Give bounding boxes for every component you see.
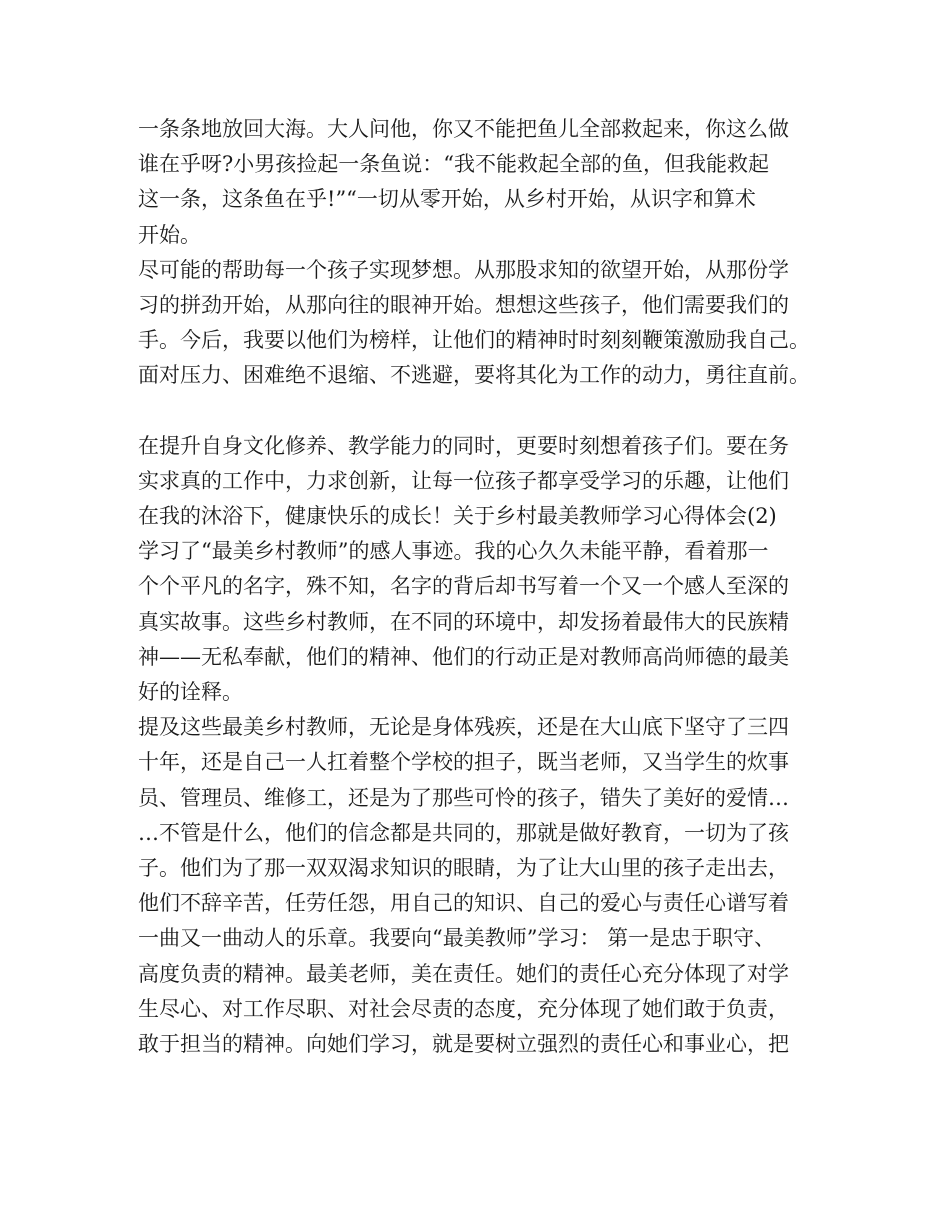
text-line: 员、管理员、维修工，还是为了那些可怜的孩子，错失了美好的爱情…: [138, 785, 789, 810]
text-line: 十年，还是自己一人扛着整个学校的担子，既当老师，又当学生的炊事: [138, 750, 789, 775]
paragraph-1: [138, 112, 828, 253]
text-line: 手。今后，我要以他们为榜样，让他们的精神时时刻刻鞭策激励我自己。: [138, 328, 810, 353]
text-line: 一条条地放回大海。大人问他，你又不能把鱼儿全部救起来，你这么做: [138, 117, 789, 141]
text-line: 真实故事。这些乡村教师，在不同的环境中，却发扬着最伟大的民族精: [138, 609, 789, 634]
text-line: 开始。: [138, 222, 201, 247]
text-line: 好的诠释。: [138, 680, 243, 704]
text-line: …不管是什么，他们的信念都是共同的，那就是做好教育，一切为了孩: [138, 820, 789, 845]
paragraph-3: [138, 429, 828, 711]
text-line: 谁在乎呀?小男孩捡起一条鱼说：“我不能救起全部的鱼，但我能救起: [138, 152, 769, 177]
text-line: 高度负责的精神。最美老师，美在责任。她们的责任心充分体现了对学: [138, 961, 789, 986]
text-line: 个个平凡的名字，殊不知，名字的背后却书写着一个又一个感人至深的: [138, 574, 789, 599]
text-line: 敢于担当的精神。向她们学习，就是要树立强烈的责任心和事业心，把: [138, 1031, 789, 1056]
text-line: 实求真的工作中，力求创新，让每一位孩子都享受学习的乐趣，让他们: [138, 468, 789, 493]
paragraph-gap: [138, 394, 828, 429]
text-line: 在我的沐浴下，健康快乐的成长！关于乡村最美教师学习心得体会(2): [138, 504, 777, 529]
document-body: [138, 112, 828, 1062]
text-line: 子。他们为了那一双双渴求知识的眼睛，为了让大山里的孩子走出去，: [138, 855, 789, 880]
text-line: 他们不辞辛苦，任劳任怨，用自己的知识、自己的爱心与责任心谱写着: [138, 891, 789, 916]
text-line: 学习了“最美乡村教师”的感人事迹。我的心久久未能平静，看着那一: [138, 539, 769, 564]
text-line: 生尽心、对工作尽职、对社会尽责的态度，充分体现了她们敢于负责，: [138, 996, 789, 1021]
text-line: 提及这些最美乡村教师，无论是身体残疾，还是在大山底下坚守了三四: [138, 715, 789, 740]
text-line: 面对压力、困难绝不退缩、不逃避，要将其化为工作的动力，勇往直前。: [138, 363, 810, 388]
text-line: 神——无私奉献，他们的精神、他们的行动正是对教师高尚师德的最美: [138, 644, 789, 669]
paragraph-2: [138, 253, 828, 394]
text-line: 一曲又一曲动人的乐章。我要向“最美教师”学习： 第一是忠于职守、: [138, 926, 776, 951]
text-line: 尽可能的帮助每一个孩子实现梦想。从那股求知的欲望开始，从那份学: [138, 257, 789, 282]
text-line: 在提升自身文化修养、教学能力的同时，更要时刻想着孩子们。要在务: [138, 433, 789, 458]
paragraph-4: [138, 710, 828, 1062]
text-line: 习的拼劲开始，从那向往的眼神开始。想想这些孩子，他们需要我们的: [138, 292, 789, 317]
text-line: 这一条，这条鱼在乎!”“一切从零开始，从乡村开始，从识字和算术: [138, 187, 756, 212]
